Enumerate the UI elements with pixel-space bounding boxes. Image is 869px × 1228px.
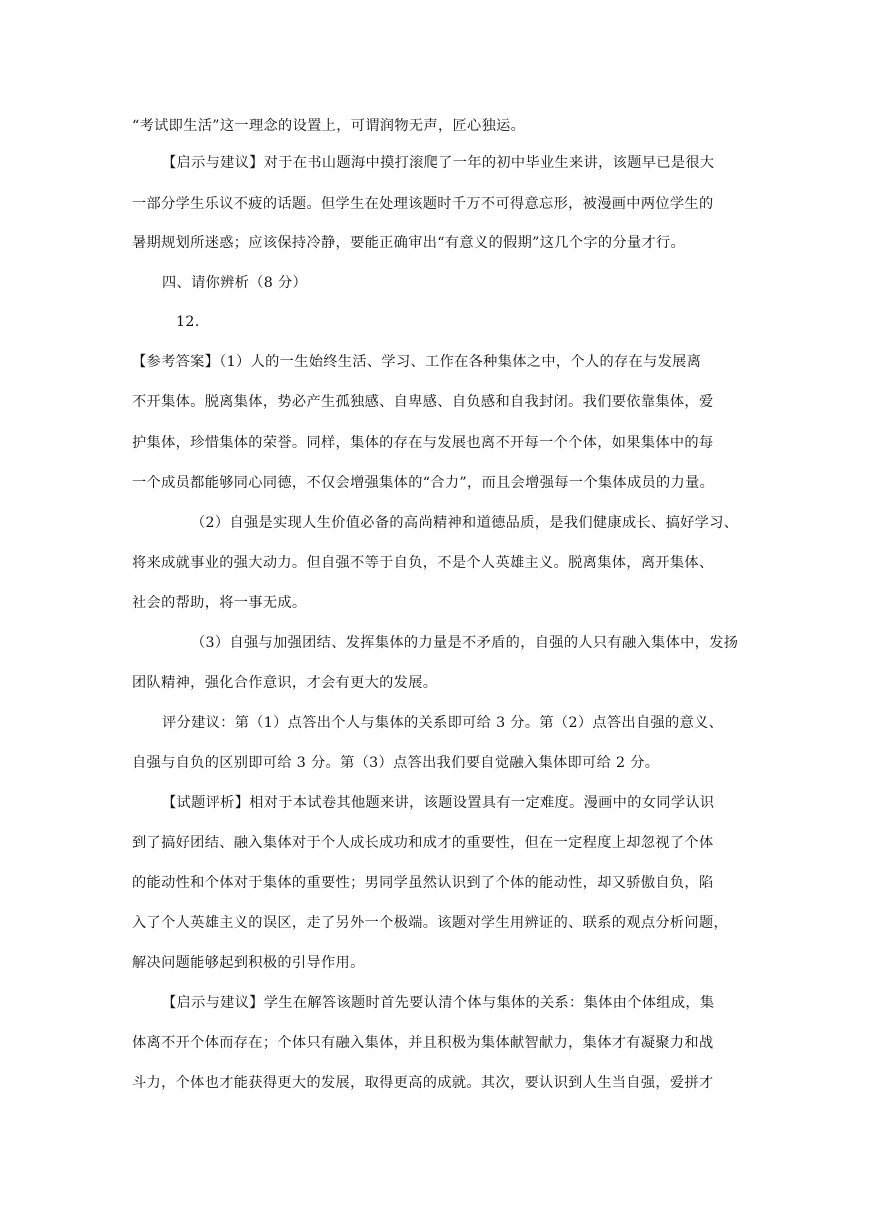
analysis-line: 【试题评析】相对于本试卷其他题来讲，该题设置具有一定难度。漫画中的女同学认识 xyxy=(162,795,715,811)
text-line: 团队精神，强化合作意识，才会有更大的发展。 xyxy=(132,675,438,691)
text-line: “考试即生活”这一理念的设置上，可谓润物无声，匠心独运。 xyxy=(132,118,526,134)
text-line: 解决问题能够起到积极的引导作用。 xyxy=(132,955,365,971)
question-number: 12. xyxy=(176,314,200,330)
text-line: 暑期规划所迷惑；应该保持冷静，要能正确审出“有意义的假期”这几个字的分量才行。 xyxy=(132,235,686,251)
text-line: 一部分学生乐议不疲的话题。但学生在处理该题时千万不可得意忘形，被漫画中两位学生的 xyxy=(132,196,714,212)
section-heading: 四、请你辨析（8 分） xyxy=(162,275,308,291)
text-line: 体离不开个体而存在；个体只有融入集体，并且积极为集体献智献力，集体才有凝聚力和战 xyxy=(132,1035,714,1051)
text-line: 社会的帮助，将一事无成。 xyxy=(132,595,307,611)
text-line: 的能动性和个体对于集体的重要性；男同学虽然认识到了个体的能动性，却又骄傲自负，陷 xyxy=(132,875,714,891)
text-line: （3）自强与加强团结、发挥集体的力量是不矛盾的，自强的人只有融入集体中，发扬 xyxy=(191,635,739,651)
text-line: 护集体，珍惜集体的荣誉。同样，集体的存在与发展也离不开每一个个体，如果集体中的每 xyxy=(132,435,714,451)
text-line: 将来成就事业的强大动力。但自强不等于自负，不是个人英雄主义。脱离集体，离开集体、 xyxy=(132,555,714,571)
text-line: （2）自强是实现人生价值必备的高尚精神和道德品质，是我们健康成长、搞好学习、 xyxy=(191,515,739,531)
text-line: 一个成员都能够同心同德，不仅会增强集体的“合力”，而且会增强每一个集体成员的力量。 xyxy=(132,475,715,491)
text-line: 【启示与建议】对于在书山题海中摸打滚爬了一年的初中毕业生来讲，该题早已是很大 xyxy=(162,155,715,171)
scoring-line: 评分建议：第（1）点答出个人与集体的关系即可给 3 分。第（2）点答出自强的意义、 xyxy=(162,715,724,731)
text-line: 不开集体。脱离集体，势必产生孤独感、自卑感、自负感和自我封闭。我们要依靠集体，爱 xyxy=(132,394,714,410)
answer-line: 【参考答案】（1）人的一生始终生活、学习、工作在各种集体之中，个人的存在与发展离 xyxy=(132,354,702,370)
scoring-line: 自强与自负的区别即可给 3 分。第（3）点答出我们要自觉融入集体即可给 2 分。 xyxy=(132,755,660,771)
text-line: 到了搞好团结、融入集体对于个人成长成功和成才的重要性，但在一定程度上却忽视了个体 xyxy=(132,835,714,851)
text-line: 斗力，个体也才能获得更大的发展，取得更高的成就。其次，要认识到人生当自强，爱拼才 xyxy=(132,1075,714,1091)
text-line: 入了个人英雄主义的误区，走了另外一个极端。该题对学生用辨证的、联系的观点分析问题， xyxy=(132,915,729,931)
advice-line: 【启示与建议】学生在解答该题时首先要认清个体与集体的关系：集体由个体组成，集 xyxy=(162,995,715,1011)
